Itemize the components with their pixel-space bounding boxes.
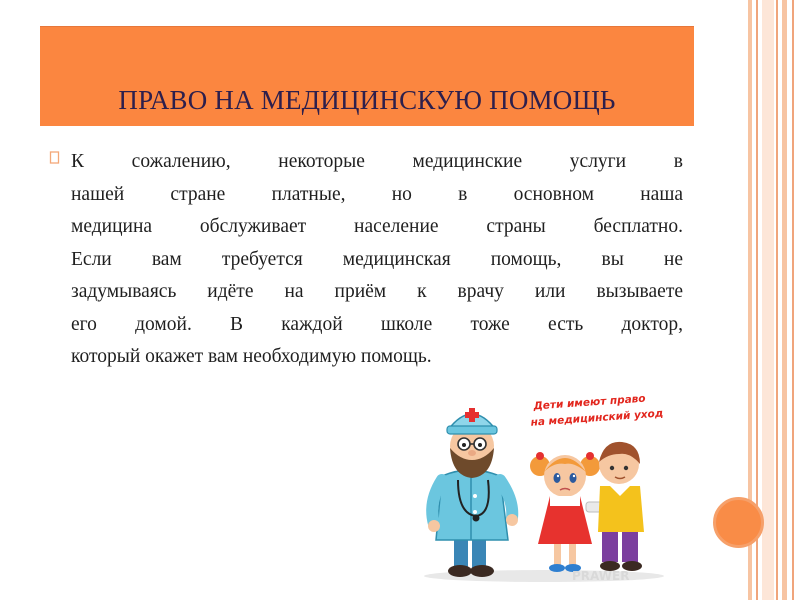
body-line: задумываясь идёте на приём к врачу или вызываете: [71, 281, 683, 302]
illustration-caption: [529, 392, 664, 429]
body-line: нашей стране платные, но в основном наша: [71, 183, 683, 205]
body-line: который окажет вам необходимую помощь.: [71, 346, 432, 367]
girl-figure: [530, 452, 602, 572]
doctor-figure: [428, 408, 518, 577]
title-band: [40, 26, 694, 126]
doctor-children-illustration: [414, 384, 672, 584]
body-line: Если вам требуется медицинская помощь, вы не: [71, 248, 683, 270]
watermark: PRAWER: [572, 569, 630, 583]
caption-line-2: на медицинский уход: [530, 407, 664, 429]
boy-figure: [598, 442, 644, 571]
body-line: К сожалению, некоторые медицинские услуги в: [71, 151, 683, 172]
body-line: его домой. В каждой школе тоже есть доктор,: [71, 313, 683, 335]
slide-title: ПРАВО НА МЕДИЦИНСКУЮ ПОМОЩЬ: [118, 85, 616, 115]
caption-line-1: Дети имеют право: [533, 392, 646, 413]
body-line: медицина обслуживает население страны бесплатно.: [71, 216, 683, 237]
hollow-square-bullet-icon: [49, 150, 61, 166]
decorative-circle: [713, 497, 764, 548]
body-paragraph: [71, 146, 683, 374]
